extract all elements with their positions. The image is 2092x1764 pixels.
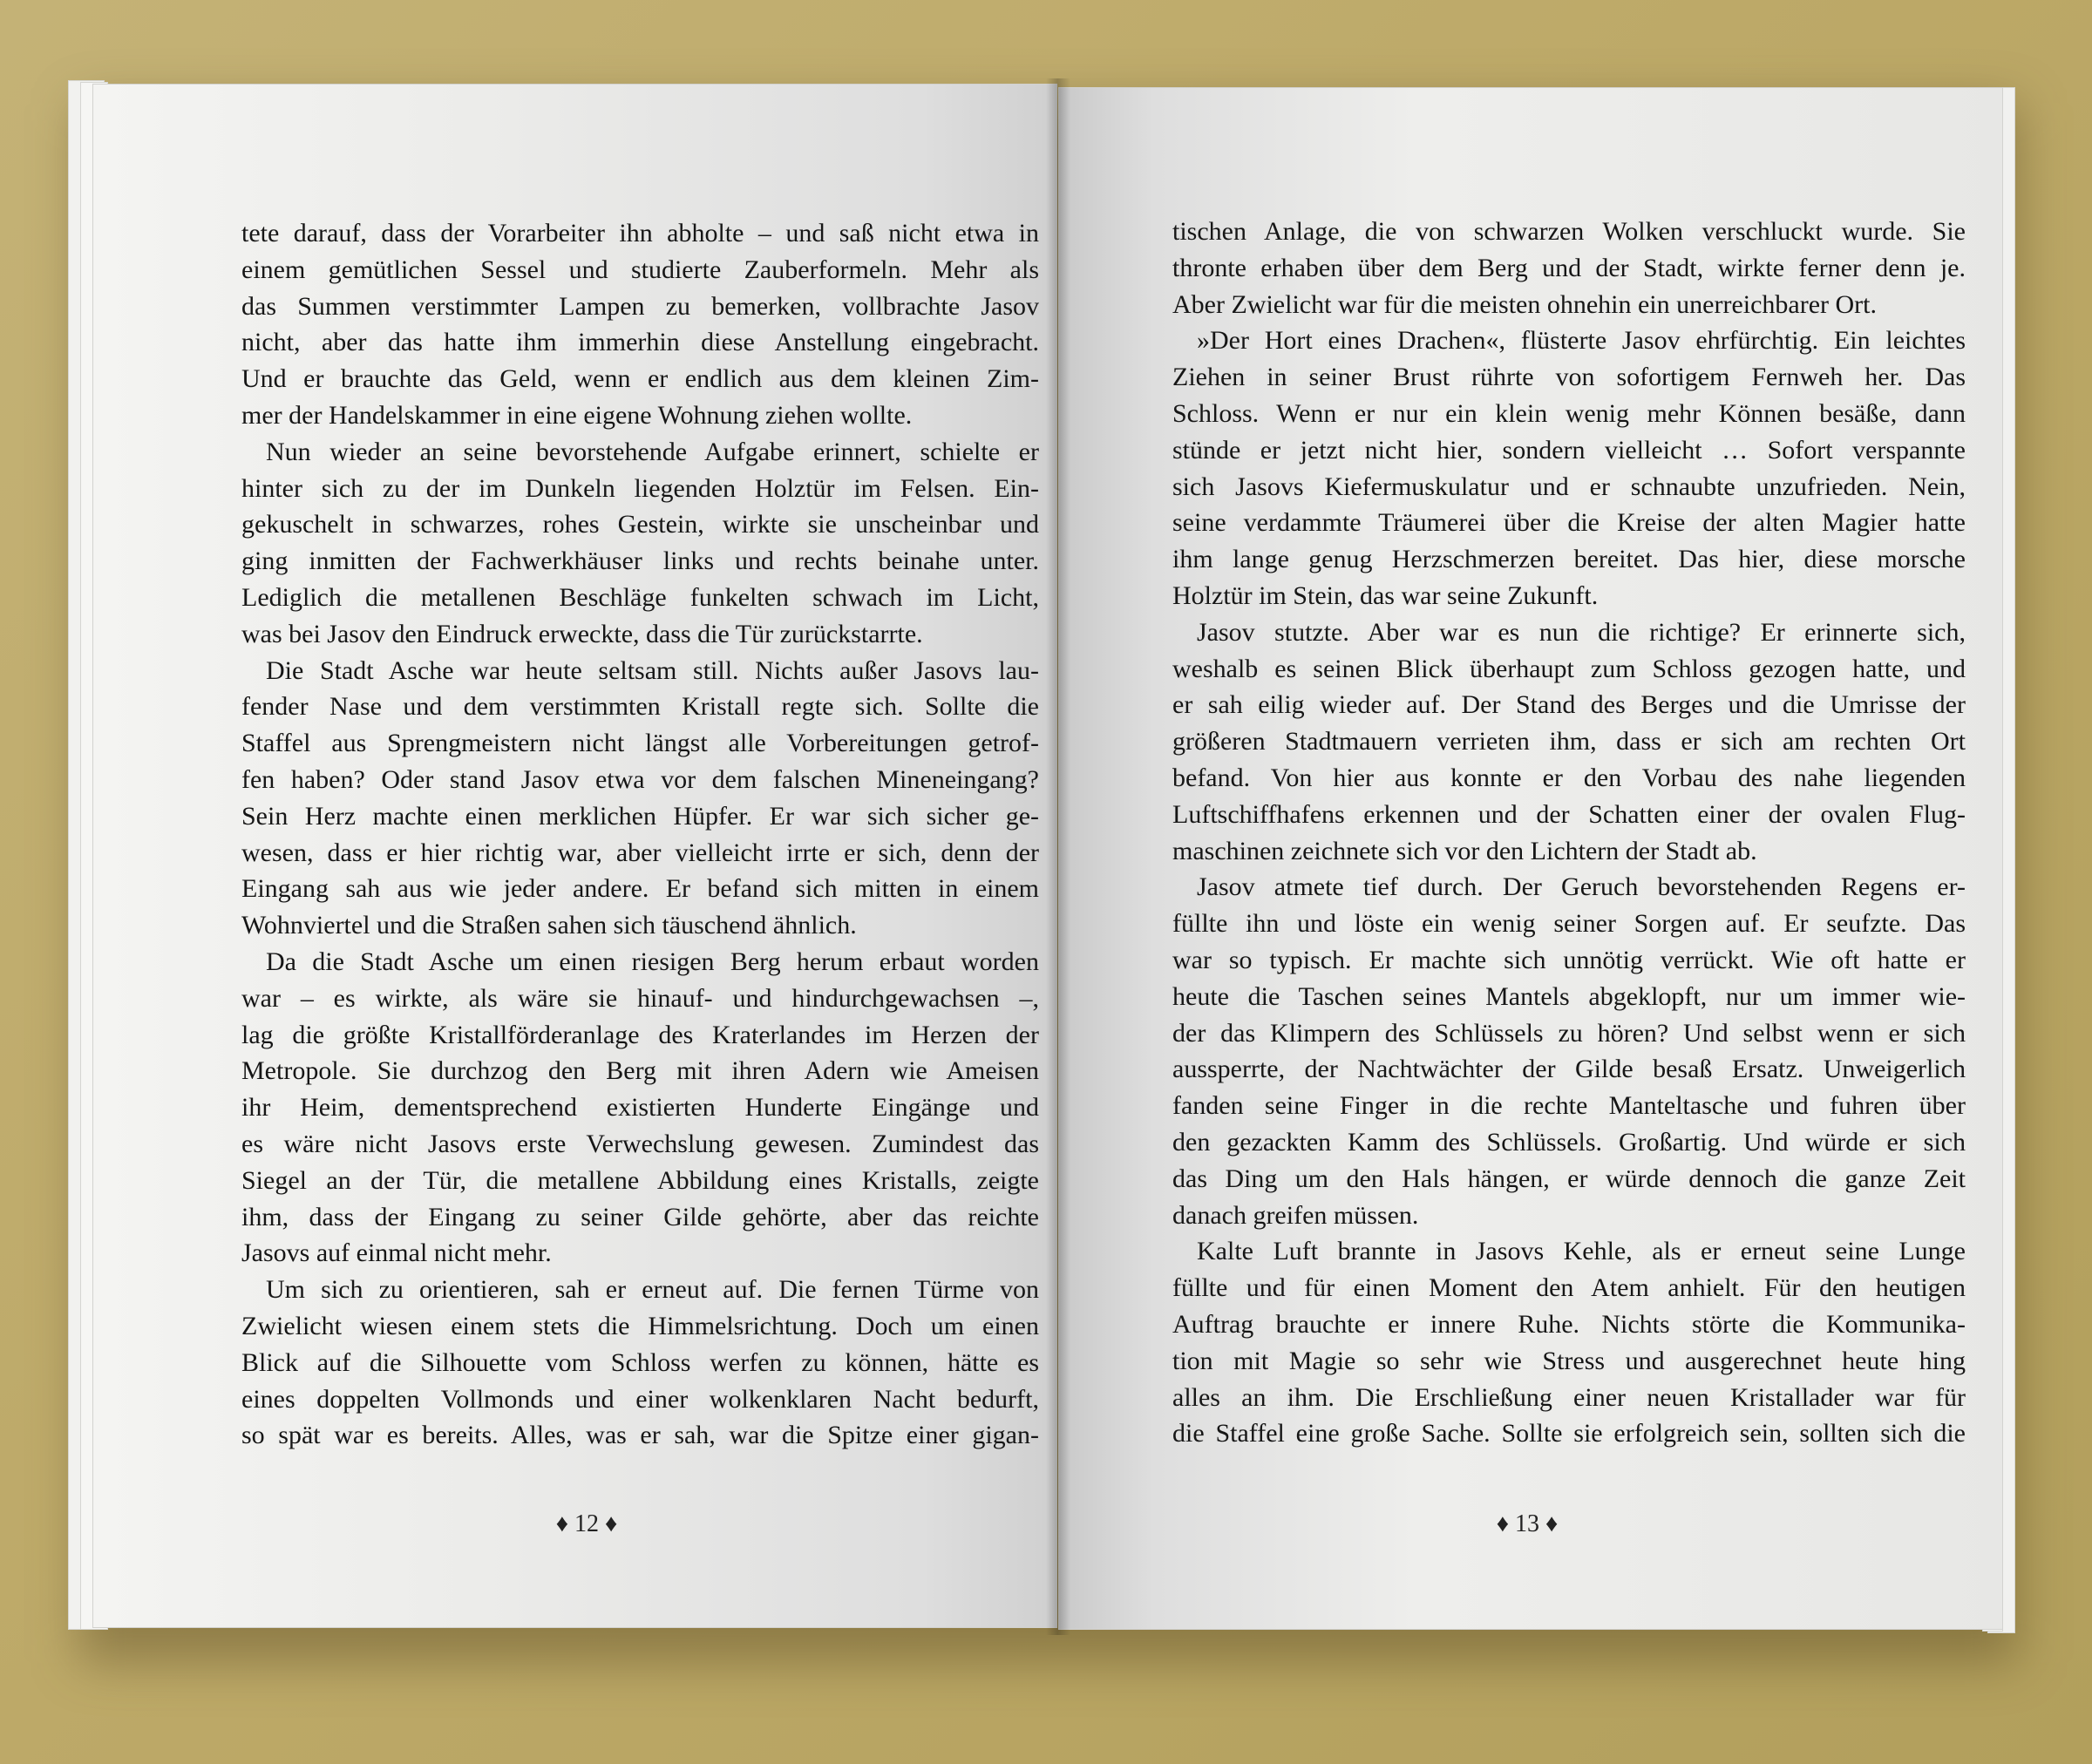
text-line: Aber Zwielicht war für die meisten ohnehin ein unerreichbarer Ort. [1172, 289, 1878, 319]
text-line: befand. Von hier aus konnte er den Vorbau des nahe liegenden [1172, 763, 1966, 792]
text-line: der das Klimpern des Schlüssels zu hören? Und selbst wenn er sich [1172, 1018, 1966, 1048]
text-line: war so typisch. Er machte sich unnötig verrückt. Wie oft hatte er [1172, 946, 1966, 974]
text-line: sich Jasovs Kiefermuskulatur und er schnaubte unzufrieden. Nein, [1172, 472, 1966, 501]
text-line: Zwielicht wiesen einem stets die Himmelsrichtung. Doch um einen [241, 1312, 1039, 1340]
text-line: größeren Stadtmauern verrieten ihm, dass er sich am rechten Ort [1172, 727, 1966, 756]
text-line: Eingang sah aus wie jeder andere. Er befand sich mitten in einem [241, 874, 1039, 904]
text-line: den gezackten Kamm des Schlüssels. Großartig. Und würde er sich [1172, 1128, 1966, 1157]
text-line: tete darauf, dass der Vorarbeiter ihn abholte – und saß nicht etwa in [241, 219, 1039, 248]
text-line: Jasov stutzte. Aber war es nun die richtige? Er erinnerte sich, [1197, 617, 1966, 647]
text-line: danach greifen müssen. [1172, 1200, 1419, 1230]
text-line: ihr Heim, dementsprechend existierten Hunderte Eingänge und [241, 1093, 1039, 1123]
text-line: weshalb es seinen Blick überhaupt zum Schloss gezogen hatte, und [1172, 654, 1966, 683]
text-line: einem gemütlichen Sessel und studierte Zauberformeln. Mehr als [241, 254, 1039, 284]
left-page-folio: ♦ 12 ♦ [555, 1510, 618, 1537]
text-line: Staffel aus Sprengmeistern nicht längst alle Vorbereitungen getrof- [241, 729, 1039, 758]
text-line: gekuschelt in schwarzes, rohes Gestein, wirkte sie unscheinbar und [241, 510, 1039, 539]
text-line: fanden seine Finger in die rechte Manteltasche und fuhren über [1172, 1091, 1966, 1121]
right-page-folio: ♦ 13 ♦ [1496, 1510, 1559, 1537]
text-line: wesen, dass er hier richtig war, aber vielleicht irrte er sich, denn der [241, 838, 1039, 867]
text-line: lag die größte Kristallförderanlage des Kraterlandes im Herzen der [241, 1020, 1039, 1049]
text-line: Schloss. Wenn er nur ein klein wenig mehr Können besäße, dann [1172, 399, 1966, 428]
text-line: hinter sich zu der im Dunkeln liegenden Holztür im Felsen. Ein- [241, 473, 1039, 503]
left-page [92, 84, 1057, 1628]
text-line: nicht, aber das hatte ihm immerhin diese Anstellung eingebracht. [241, 328, 1039, 357]
text-line: das Summen verstimmter Lampen zu bemerken, vollbrachte Jasov [241, 291, 1039, 321]
text-line: füllte und für einen Moment den Atem anhielt. Für den heutigen [1172, 1273, 1966, 1303]
text-line: tion mit Magie so sehr wie Stress und ausgerechnet heute hing [1172, 1346, 1966, 1375]
text-line: maschinen zeichnete sich vor den Lichtern der Stadt ab. [1172, 836, 1757, 865]
text-line: eines doppelten Vollmonds und einer wolkenklaren Nacht bedurft, [241, 1384, 1039, 1414]
text-line: Um sich zu orientieren, sah er erneut auf. Die fernen Türme von [266, 1275, 1039, 1305]
text-line: stünde er jetzt nicht hier, sondern vielleicht … Sofort verspannte [1172, 435, 1966, 465]
text-line: seine verdammte Träumerei über die Kreise der alten Magier hatte [1172, 508, 1966, 538]
text-line: so spät war es bereits. Alles, was er sah, war die Spitze einer gigan- [241, 1421, 1039, 1450]
text-line: das Ding um den Hals hängen, er würde dennoch die ganze Zeit [1172, 1164, 1966, 1193]
text-line: Sein Herz machte einen merklichen Hüpfer. Er war sich sicher ge- [241, 801, 1039, 831]
text-line: die Staffel eine große Sache. Sollte sie erfolgreich sein, sollten sich die [1172, 1419, 1966, 1449]
text-line: mer der Handelskammer in eine eigene Wohnung ziehen wollte. [241, 401, 913, 430]
text-line: Auftrag brauchte er innere Ruhe. Nichts störte die Kommunika- [1172, 1310, 1966, 1339]
text-line: thronte erhaben über dem Berg und der Stadt, wirkte ferner denn je. [1172, 253, 1966, 282]
text-line: Ziehen in seiner Brust rührte von sofortigem Fernweh her. Das [1172, 363, 1966, 392]
text-line: ihm lange genug Herzschmerzen bereitet. Das hier, diese morsche [1172, 545, 1966, 574]
text-line: war – es wirkte, als wäre sie hinauf- und hindurchgewachsen –, [241, 983, 1039, 1013]
text-line: füllte ihn und löste ein wenig seiner Sorgen auf. Er seufzte. Das [1172, 909, 1966, 939]
right-page-number: 13 [1515, 1510, 1539, 1537]
text-line: fender Nase und dem verstimmten Kristall regte sich. Sollte die [241, 692, 1039, 722]
book-gutter [1046, 78, 1070, 1635]
text-line: Wohnviertel und die Straßen sahen sich täuschend ähnlich. [241, 911, 857, 940]
text-line: »Der Hort eines Drachen«, flüsterte Jasov ehrfürchtig. Ein leichtes [1197, 326, 1966, 356]
text-line: ihm, dass der Eingang zu seiner Gilde gehörte, aber das reichte [241, 1202, 1039, 1231]
text-line: Und er brauchte das Geld, wenn er endlich aus dem kleinen Zim- [241, 364, 1039, 394]
text-line: fen haben? Oder stand Jasov etwa vor dem falschen Mineneingang? [241, 765, 1039, 794]
right-page [1058, 87, 2003, 1630]
text-line: es wäre nicht Jasovs erste Verwechslung gewesen. Zumindest das [241, 1130, 1039, 1158]
text-line: alles an ihm. Die Erschließung einer neuen Kristallader war für [1172, 1382, 1966, 1412]
text-line: Nun wieder an seine bevorstehende Aufgabe erinnert, schielte er [266, 437, 1039, 466]
left-page-number: 12 [574, 1510, 599, 1537]
text-line: heute die Taschen seines Mantels abgeklopft, nur um immer wie- [1172, 981, 1966, 1011]
text-line: Holztür im Stein, das war seine Zukunft. [1172, 581, 1599, 610]
text-line: Metropole. Sie durchzog den Berg mit ihren Adern wie Ameisen [241, 1056, 1039, 1086]
text-line: was bei Jasov den Eindruck erweckte, dass die Tür zurückstarrte. [241, 619, 923, 648]
text-line: Blick auf die Silhouette vom Schloss werfen zu können, hätte es [241, 1347, 1039, 1377]
text-line: aussperrte, der Nachtwächter der Gilde besaß Ersatz. Unweigerlich [1172, 1055, 1966, 1084]
text-line: Siegel an der Tür, die metallene Abbildung eines Kristalls, zeigte [241, 1165, 1039, 1195]
text-line: Jasov atmete tief durch. Der Geruch bevorstehenden Regens er- [1197, 872, 1966, 902]
text-line: Kalte Luft brannte in Jasovs Kehle, als er erneut seine Lunge [1197, 1237, 1966, 1266]
text-line: Die Stadt Asche war heute seltsam still. Nichts außer Jasovs lau- [266, 655, 1039, 685]
text-line: Lediglich die metallenen Beschläge funkelten schwach im Licht, [241, 583, 1039, 612]
text-line: Luftschiffhafens erkennen und der Schatten einer der ovalen Flug- [1172, 799, 1966, 829]
text-line: tischen Anlage, die von schwarzen Wolken verschluckt wurde. Sie [1172, 217, 1966, 246]
text-line: ging inmitten der Fachwerkhäuser links und rechts beinahe unter. [241, 546, 1039, 576]
text-line: Jasovs auf einmal nicht mehr. [241, 1238, 552, 1268]
text-line: Da die Stadt Asche um einen riesigen Berg herum erbaut worden [266, 947, 1039, 976]
text-line: er sah eilig wieder auf. Der Stand des Berges und die Umrisse der [1172, 690, 1966, 720]
